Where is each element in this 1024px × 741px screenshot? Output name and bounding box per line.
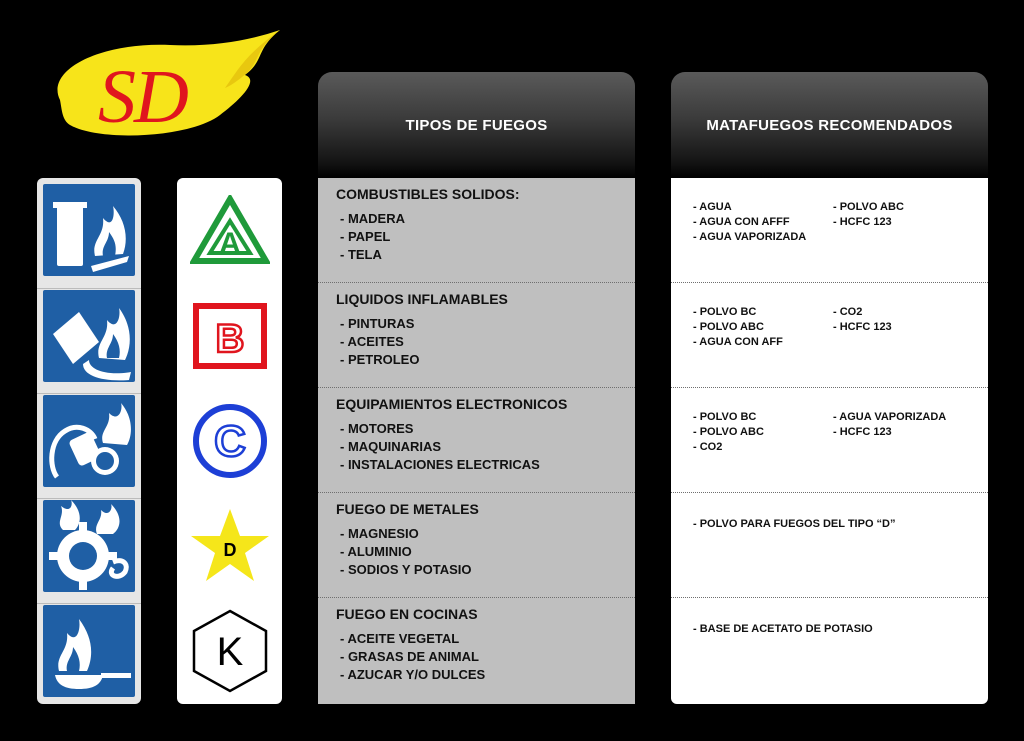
class-letter: D bbox=[223, 539, 236, 560]
extinguisher-row bbox=[671, 388, 988, 493]
header-matafuegos-label: MATAFUEGOS RECOMENDADOS bbox=[706, 116, 953, 134]
fire-type-title: FUEGO EN COCINAS bbox=[336, 606, 478, 622]
class-a-symbol bbox=[177, 178, 282, 283]
pictogram-separator bbox=[37, 288, 141, 289]
fire-type-item: - ACEITES bbox=[340, 334, 404, 349]
extinguisher-item: - HCFC 123 bbox=[833, 426, 892, 438]
class-k-symbol bbox=[177, 598, 282, 703]
extinguisher-item: - POLVO BC bbox=[693, 306, 757, 318]
extinguisher-item: - POLVO ABC bbox=[693, 321, 764, 333]
fire-type-item: - AZUCAR Y/O DULCES bbox=[340, 667, 486, 682]
class-symbol-column bbox=[177, 178, 282, 704]
liquid-fire-icon bbox=[43, 290, 135, 382]
extinguisher-item: - POLVO ABC bbox=[833, 201, 904, 213]
fire-type-item: - GRASAS DE ANIMAL bbox=[340, 649, 479, 664]
fire-type-items bbox=[340, 525, 471, 579]
electrical-fire-icon bbox=[43, 395, 135, 487]
extinguisher-row bbox=[671, 178, 988, 283]
fire-type-row bbox=[318, 493, 635, 598]
fire-type-item: - SODIOS Y POTASIO bbox=[340, 562, 472, 577]
fire-type-item: - ACEITE VEGETAL bbox=[340, 631, 460, 646]
header-tipos-label: TIPOS DE FUEGOS bbox=[405, 116, 548, 134]
extinguisher-item: - AGUA CON AFFF bbox=[693, 216, 790, 228]
extinguisher-item: - AGUA VAPORIZADA bbox=[693, 231, 807, 243]
fire-types-column bbox=[318, 178, 635, 704]
solid-fire-icon bbox=[43, 184, 135, 276]
fire-type-item: - TELA bbox=[340, 247, 382, 262]
fire-type-item: - MOTORES bbox=[340, 421, 414, 436]
fire-type-items bbox=[340, 420, 540, 474]
extinguisher-item: - CO2 bbox=[833, 306, 863, 318]
extinguisher-list bbox=[693, 622, 873, 637]
metal-fire-icon bbox=[43, 500, 135, 592]
class-c-symbol bbox=[177, 388, 282, 493]
fire-type-items bbox=[340, 315, 419, 369]
extinguishers-column bbox=[671, 178, 988, 704]
fire-type-items bbox=[340, 210, 405, 264]
extinguisher-row bbox=[671, 598, 988, 703]
fire-type-item: - INSTALACIONES ELECTRICAS bbox=[340, 457, 540, 472]
class-letter: A bbox=[218, 226, 241, 260]
extinguisher-list bbox=[693, 410, 764, 455]
class-letter: B bbox=[215, 316, 244, 361]
fire-type-item: - MADERA bbox=[340, 211, 405, 226]
extinguisher-list bbox=[833, 410, 946, 440]
fire-type-title: FUEGO DE METALES bbox=[336, 501, 479, 517]
class-letter: K bbox=[216, 629, 243, 674]
extinguisher-item: - POLVO ABC bbox=[693, 426, 764, 438]
extinguisher-list bbox=[833, 305, 892, 335]
extinguisher-item: - POLVO PARA FUEGOS DEL TIPO “D” bbox=[693, 518, 896, 530]
header-matafuegos-recomendados bbox=[671, 72, 988, 178]
extinguisher-list bbox=[693, 305, 783, 350]
fire-type-title: LIQUIDOS INFLAMABLES bbox=[336, 291, 508, 307]
extinguisher-item: - POLVO BC bbox=[693, 411, 757, 423]
fire-type-item: - ALUMINIO bbox=[340, 544, 412, 559]
fire-type-item: - PAPEL bbox=[340, 229, 391, 244]
extinguisher-item: - CO2 bbox=[693, 441, 723, 453]
fire-type-row bbox=[318, 178, 635, 283]
logo-text: SD bbox=[98, 55, 187, 139]
fire-type-row bbox=[318, 283, 635, 388]
extinguisher-list bbox=[833, 200, 904, 230]
extinguisher-item: - AGUA VAPORIZADA bbox=[833, 411, 947, 423]
fire-type-title: EQUIPAMIENTOS ELECTRONICOS bbox=[336, 396, 568, 412]
extinguisher-row bbox=[671, 493, 988, 598]
fire-type-item: - PETROLEO bbox=[340, 352, 420, 367]
extinguisher-list bbox=[693, 200, 806, 245]
extinguisher-item: - AGUA bbox=[693, 201, 732, 213]
fire-type-row bbox=[318, 388, 635, 493]
extinguisher-item: - HCFC 123 bbox=[833, 216, 892, 228]
fire-type-items bbox=[340, 630, 485, 684]
fire-type-row bbox=[318, 598, 635, 703]
header-tipos-de-fuegos bbox=[318, 72, 635, 178]
class-letter: C bbox=[213, 416, 246, 466]
extinguisher-item: - AGUA CON AFF bbox=[693, 336, 783, 348]
pictogram-separator bbox=[37, 393, 141, 394]
extinguisher-row bbox=[671, 283, 988, 388]
extinguisher-item: - HCFC 123 bbox=[833, 321, 892, 333]
fire-type-item: - MAQUINARIAS bbox=[340, 439, 442, 454]
pictogram-separator bbox=[37, 603, 141, 604]
class-b-symbol bbox=[177, 283, 282, 388]
extinguisher-list bbox=[693, 517, 896, 532]
class-d-symbol bbox=[177, 493, 282, 598]
pictogram-column bbox=[37, 178, 141, 704]
fire-type-item: - PINTURAS bbox=[340, 316, 415, 331]
fire-type-item: - MAGNESIO bbox=[340, 526, 419, 541]
sd-logo bbox=[40, 30, 285, 145]
pictogram-separator bbox=[37, 498, 141, 499]
kitchen-fire-icon bbox=[43, 605, 135, 697]
extinguisher-item: - BASE DE ACETATO DE POTASIO bbox=[693, 623, 873, 635]
fire-type-title: COMBUSTIBLES SOLIDOS: bbox=[336, 186, 520, 202]
